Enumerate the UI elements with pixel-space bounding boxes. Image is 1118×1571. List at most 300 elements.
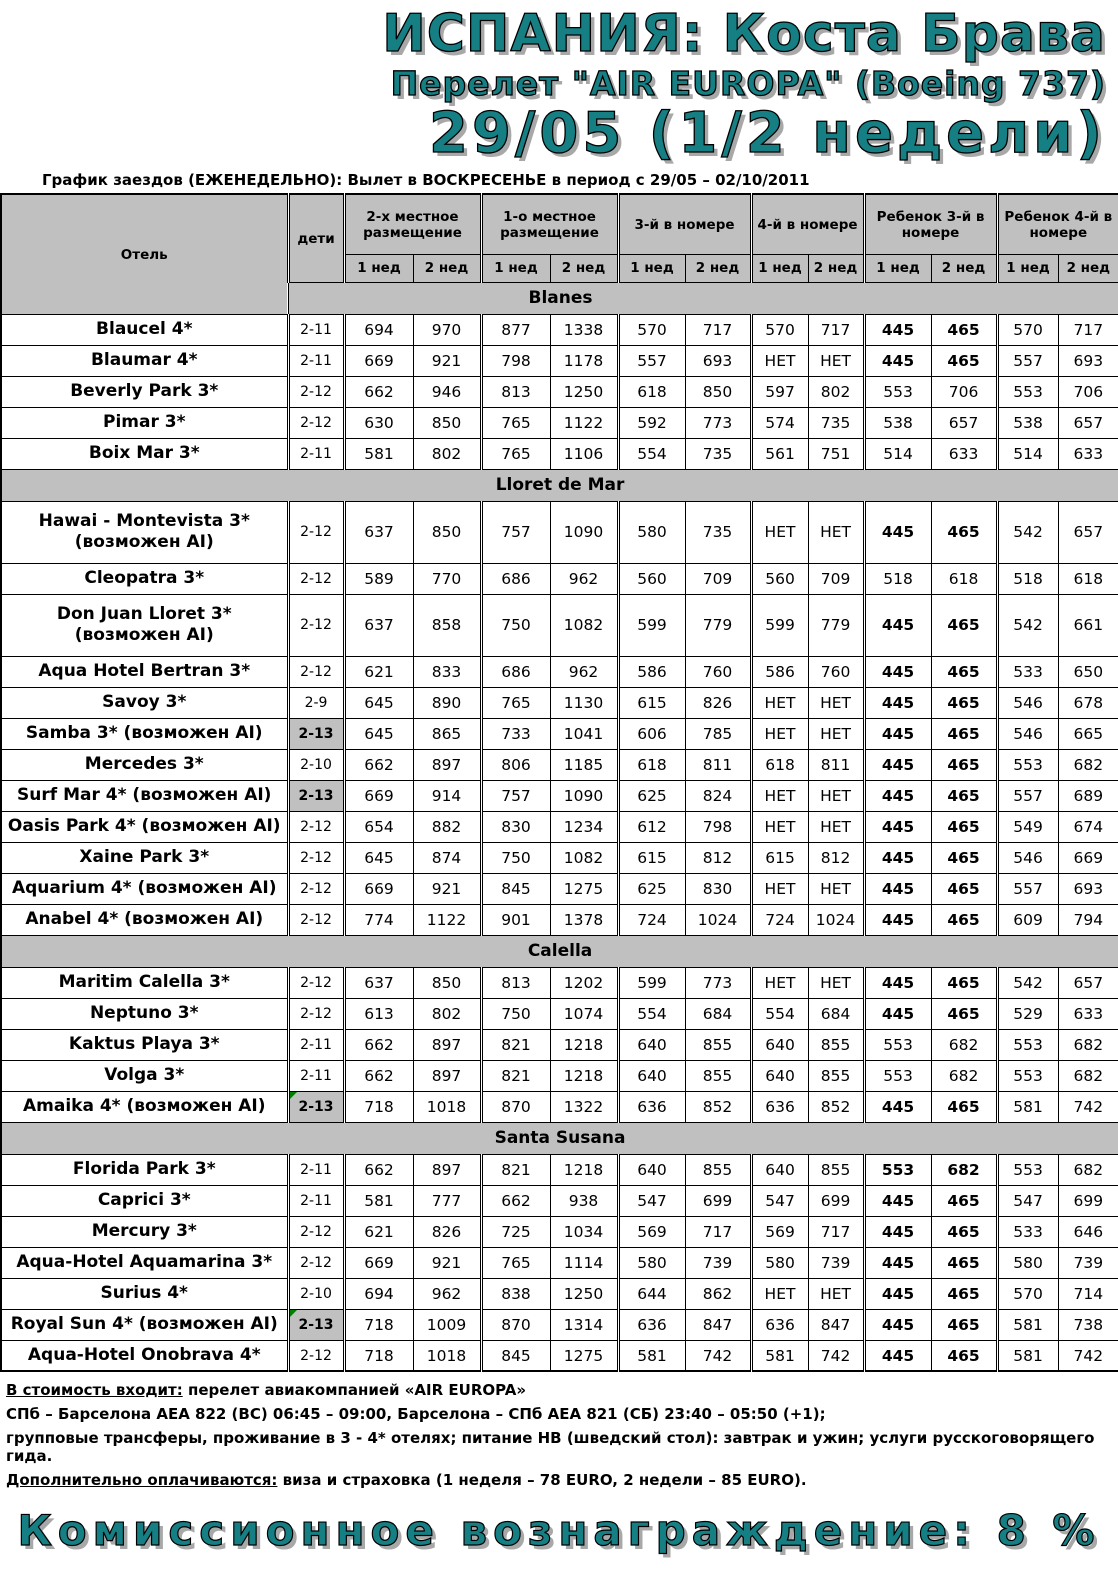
hotel-name: Pimar 3*: [1, 407, 288, 438]
price-cell: НЕТ: [751, 873, 808, 904]
price-cell: 862: [685, 1278, 751, 1309]
price-cell: 847: [685, 1309, 751, 1340]
price-cell: 465: [931, 656, 997, 687]
price-cell: 1034: [550, 1216, 618, 1247]
hotel-row: [1, 656, 1118, 687]
price-cell: 561: [751, 438, 808, 469]
price-cell: 609: [997, 904, 1058, 935]
hotel-row: [1, 594, 1118, 656]
price-cell: 445: [864, 1185, 931, 1216]
price-cell: 618: [618, 376, 685, 407]
price-cell: 742: [1058, 1091, 1118, 1122]
price-cell: 682: [931, 1060, 997, 1091]
price-cell: 850: [685, 376, 751, 407]
price-cell: 654: [344, 811, 413, 842]
price-cell: 625: [618, 873, 685, 904]
price-cell: 445: [864, 998, 931, 1029]
price-cell: 586: [618, 656, 685, 687]
price-cell: 445: [864, 780, 931, 811]
price-cell: НЕТ: [808, 873, 864, 904]
price-cell: 1234: [550, 811, 618, 842]
services-line: групповые трансферы, проживание в 3 - 4* отелях; питание HB (шведский стол): завтрак и ужин; услуги русскоговорящего гида.: [6, 1429, 1095, 1466]
price-cell: 1218: [550, 1154, 618, 1185]
price-cell: 794: [1058, 904, 1118, 935]
children-age-range: 2-12: [288, 594, 344, 656]
price-cell: 1378: [550, 904, 618, 935]
price-cell: 580: [618, 1247, 685, 1278]
price-cell: НЕТ: [808, 967, 864, 998]
price-cell: 621: [344, 1216, 413, 1247]
price-cell: 445: [864, 873, 931, 904]
price-cell: 735: [808, 407, 864, 438]
col-group-fourth: 4-й в номере: [751, 194, 864, 254]
price-cell: 750: [481, 594, 550, 656]
price-cell: 962: [550, 563, 618, 594]
hotel-name: Savoy 3*: [1, 687, 288, 718]
price-cell: НЕТ: [808, 345, 864, 376]
price-cell: 970: [413, 314, 481, 345]
price-cell: 599: [618, 594, 685, 656]
children-age-range: 2-11: [288, 1185, 344, 1216]
price-cell: 1106: [550, 438, 618, 469]
price-cell: 765: [481, 687, 550, 718]
price-cell: НЕТ: [751, 1278, 808, 1309]
price-cell: 717: [1058, 314, 1118, 345]
price-cell: 662: [344, 1029, 413, 1060]
section-band-label: Santa Susana: [1, 1122, 1118, 1154]
children-age-range: 2-12: [288, 656, 344, 687]
price-cell: 706: [1058, 376, 1118, 407]
price-cell: 553: [864, 1029, 931, 1060]
price-cell: 1122: [550, 407, 618, 438]
children-age-range: 2-10: [288, 1278, 344, 1309]
section-band-row: [1, 935, 1118, 967]
price-cell: 606: [618, 718, 685, 749]
price-cell: 465: [931, 1278, 997, 1309]
price-cell: 553: [864, 1060, 931, 1091]
price-cell: 682: [1058, 749, 1118, 780]
price-cell: 669: [344, 345, 413, 376]
price-cell: 445: [864, 811, 931, 842]
hotel-name: Beverly Park 3*: [1, 376, 288, 407]
price-cell: 445: [864, 594, 931, 656]
hotel-row: [1, 1340, 1118, 1371]
price-cell: НЕТ: [808, 780, 864, 811]
hotel-row: [1, 687, 1118, 718]
price-cell: 813: [481, 967, 550, 998]
price-cell: 633: [1058, 998, 1118, 1029]
price-cell: 542: [997, 967, 1058, 998]
price-cell: 514: [997, 438, 1058, 469]
hotel-name: Florida Park 3*: [1, 1154, 288, 1185]
price-cell: 852: [685, 1091, 751, 1122]
price-cell: НЕТ: [808, 718, 864, 749]
price-cell: 599: [751, 594, 808, 656]
price-cell: 1024: [808, 904, 864, 935]
price-cell: 897: [413, 749, 481, 780]
price-cell: 465: [931, 780, 997, 811]
children-age-range: 2-12: [288, 873, 344, 904]
price-cell: НЕТ: [751, 780, 808, 811]
included-text: перелет авиакомпанией «AIR EUROPA»: [187, 1381, 527, 1400]
col-group-single: 1-о местное размещение: [481, 194, 618, 254]
price-cell: 870: [481, 1091, 550, 1122]
price-cell: 1018: [413, 1091, 481, 1122]
price-cell: 921: [413, 873, 481, 904]
price-cell: 589: [344, 563, 413, 594]
hotel-row: [1, 1216, 1118, 1247]
price-cell: 777: [413, 1185, 481, 1216]
price-cell: 640: [751, 1029, 808, 1060]
week-header: 2 нед: [808, 254, 864, 282]
price-cell: 618: [931, 563, 997, 594]
price-cell: 445: [864, 1091, 931, 1122]
price-cell: 946: [413, 376, 481, 407]
col-group-double: 2-х местное размещение: [344, 194, 481, 254]
price-cell: 694: [344, 1278, 413, 1309]
price-cell: 560: [751, 563, 808, 594]
price-cell: 739: [808, 1247, 864, 1278]
hotel-name: Mercedes 3*: [1, 749, 288, 780]
price-cell: 684: [685, 998, 751, 1029]
price-cell: 855: [685, 1029, 751, 1060]
children-age-range: 2-12: [288, 376, 344, 407]
price-cell: 938: [550, 1185, 618, 1216]
price-cell: 612: [618, 811, 685, 842]
price-cell: 546: [997, 718, 1058, 749]
price-cell: 465: [931, 345, 997, 376]
hotel-name: Aqua Hotel Bertran 3*: [1, 656, 288, 687]
price-cell: 1314: [550, 1309, 618, 1340]
price-cell: 693: [1058, 873, 1118, 904]
children-age-range: 2-12: [288, 1340, 344, 1371]
price-cell: 445: [864, 345, 931, 376]
price-cell: 682: [1058, 1060, 1118, 1091]
price-cell: 742: [685, 1340, 751, 1371]
price-cell: 542: [997, 594, 1058, 656]
price-cell: 813: [481, 376, 550, 407]
section-band-label: Lloret de Mar: [1, 469, 1118, 501]
price-cell: 717: [808, 314, 864, 345]
price-cell: 739: [685, 1247, 751, 1278]
price-cell: 1338: [550, 314, 618, 345]
price-cell: 1114: [550, 1247, 618, 1278]
price-cell: 633: [1058, 438, 1118, 469]
children-age-range: 2-11: [288, 1154, 344, 1185]
price-cell: 738: [1058, 1309, 1118, 1340]
price-cell: 465: [931, 811, 997, 842]
price-cell: 581: [618, 1340, 685, 1371]
week-header: 2 нед: [413, 254, 481, 282]
price-cell: 850: [413, 407, 481, 438]
hotel-row: [1, 345, 1118, 376]
price-cell: 636: [751, 1091, 808, 1122]
hotel-name: Aqua-Hotel Aquamarina 3*: [1, 1247, 288, 1278]
price-cell: 445: [864, 687, 931, 718]
children-age-range: 2-12: [288, 1216, 344, 1247]
price-cell: 645: [344, 718, 413, 749]
price-cell: 465: [931, 967, 997, 998]
price-cell: 699: [1058, 1185, 1118, 1216]
extra-label: Дополнительно оплачиваются:: [6, 1471, 278, 1490]
price-cell: 636: [618, 1309, 685, 1340]
price-cell: 538: [864, 407, 931, 438]
col-group-child3: Ребенок 3-й в номере: [864, 194, 997, 254]
price-cell: 830: [481, 811, 550, 842]
price-cell: 821: [481, 1154, 550, 1185]
price-cell: 850: [413, 501, 481, 563]
hotel-name: Anabel 4* (возможен AI): [1, 904, 288, 935]
price-cell: 554: [618, 998, 685, 1029]
children-age-range: 2-13: [288, 1309, 344, 1340]
price-cell: 465: [931, 998, 997, 1029]
hotel-row: [1, 1309, 1118, 1340]
children-age-range: 2-11: [288, 314, 344, 345]
price-cell: 542: [997, 501, 1058, 563]
price-cell: 465: [931, 718, 997, 749]
price-cell: 739: [1058, 1247, 1118, 1278]
page-title: ИСПАНИЯ: Коста Брава: [382, 4, 1106, 64]
price-cell: 615: [751, 842, 808, 873]
col-header-hotel: Отель: [1, 194, 288, 314]
price-cell: 826: [685, 687, 751, 718]
extra-line: [6, 1468, 1118, 1492]
price-cell: 1009: [413, 1309, 481, 1340]
col-group-child4: Ребенок 4-й в номере: [997, 194, 1118, 254]
price-cell: 798: [481, 345, 550, 376]
price-cell: 678: [1058, 687, 1118, 718]
price-cell: 465: [931, 687, 997, 718]
price-cell: 901: [481, 904, 550, 935]
price-table: [0, 193, 1118, 1372]
hotel-name: Aquarium 4* (возможен AI): [1, 873, 288, 904]
price-cell: 779: [808, 594, 864, 656]
hotel-row: [1, 407, 1118, 438]
children-age-range: 2-12: [288, 1247, 344, 1278]
footnotes: [0, 1372, 1118, 1492]
price-cell: 682: [1058, 1029, 1118, 1060]
price-cell: 644: [618, 1278, 685, 1309]
week-header: 1 нед: [751, 254, 808, 282]
price-cell: 718: [344, 1340, 413, 1371]
hotel-name: Don Juan Lloret 3* (возможен AI): [1, 594, 288, 656]
hotel-name: Samba 3* (возможен AI): [1, 718, 288, 749]
price-cell: 757: [481, 780, 550, 811]
hotel-name: Surius 4*: [1, 1278, 288, 1309]
price-cell: 757: [481, 501, 550, 563]
price-cell: 553: [997, 1029, 1058, 1060]
hotel-row: [1, 811, 1118, 842]
hotel-row: [1, 1091, 1118, 1122]
hotel-row: [1, 749, 1118, 780]
price-cell: 1090: [550, 501, 618, 563]
price-cell: 637: [344, 501, 413, 563]
price-cell: 1322: [550, 1091, 618, 1122]
price-cell: 765: [481, 438, 550, 469]
col-group-third: 3-й в номере: [618, 194, 751, 254]
price-cell: 599: [618, 967, 685, 998]
price-cell: 855: [685, 1154, 751, 1185]
children-age-range: 2-13: [288, 1091, 344, 1122]
price-cell: 657: [1058, 967, 1118, 998]
price-cell: 662: [344, 1060, 413, 1091]
price-cell: 699: [808, 1185, 864, 1216]
price-cell: 833: [413, 656, 481, 687]
week-header: 1 нед: [618, 254, 685, 282]
price-cell: 1018: [413, 1340, 481, 1371]
hotel-name: Oasis Park 4* (возможен AI): [1, 811, 288, 842]
price-cell: 645: [344, 842, 413, 873]
price-cell: 682: [931, 1154, 997, 1185]
price-cell: 718: [344, 1309, 413, 1340]
price-cell: 625: [618, 780, 685, 811]
price-cell: 1074: [550, 998, 618, 1029]
price-cell: 657: [1058, 407, 1118, 438]
price-cell: 850: [413, 967, 481, 998]
price-cell: 821: [481, 1029, 550, 1060]
price-cell: НЕТ: [808, 811, 864, 842]
price-cell: 662: [344, 376, 413, 407]
price-cell: 855: [685, 1060, 751, 1091]
price-cell: 1250: [550, 376, 618, 407]
children-age-range: 2-12: [288, 407, 344, 438]
hotel-name: Blaumar 4*: [1, 345, 288, 376]
price-cell: 445: [864, 1340, 931, 1371]
price-table-body: [1, 194, 1118, 1371]
price-cell: 465: [931, 1340, 997, 1371]
price-cell: 553: [997, 749, 1058, 780]
children-age-range: 2-12: [288, 904, 344, 935]
price-cell: 890: [413, 687, 481, 718]
price-cell: 445: [864, 718, 931, 749]
hotel-row: [1, 376, 1118, 407]
extra-text: виза и страховка (1 неделя – 78 EURO, 2 недели – 85 EURO).: [282, 1471, 807, 1490]
price-cell: 686: [481, 656, 550, 687]
price-cell: 750: [481, 998, 550, 1029]
price-cell: 742: [1058, 1340, 1118, 1371]
price-cell: 1218: [550, 1029, 618, 1060]
price-cell: 717: [685, 314, 751, 345]
price-cell: 1122: [413, 904, 481, 935]
children-age-range: 2-10: [288, 749, 344, 780]
price-cell: 597: [751, 376, 808, 407]
price-cell: НЕТ: [751, 501, 808, 563]
price-cell: 465: [931, 1247, 997, 1278]
week-header: 2 нед: [685, 254, 751, 282]
price-cell: 773: [685, 967, 751, 998]
price-cell: 765: [481, 1247, 550, 1278]
price-cell: 669: [344, 1247, 413, 1278]
price-cell: 569: [751, 1216, 808, 1247]
price-cell: 662: [344, 749, 413, 780]
hotel-row: [1, 314, 1118, 345]
price-cell: 465: [931, 873, 997, 904]
price-cell: 760: [808, 656, 864, 687]
price-cell: 921: [413, 345, 481, 376]
price-cell: 802: [413, 998, 481, 1029]
price-cell: 445: [864, 1278, 931, 1309]
price-cell: 674: [1058, 811, 1118, 842]
price-cell: 592: [618, 407, 685, 438]
price-cell: 806: [481, 749, 550, 780]
price-cell: 709: [685, 563, 751, 594]
price-cell: 742: [808, 1340, 864, 1371]
price-cell: 826: [413, 1216, 481, 1247]
flights-line: СПб – Барселона AEA 822 (ВС) 06:45 – 09:00, Барселона – СПб AEA 821 (СБ) 23:40 – 05:50 (+1);: [6, 1405, 826, 1424]
included-label: В стоимость входит:: [6, 1381, 183, 1400]
price-cell: НЕТ: [751, 718, 808, 749]
date-line: 29/05 (1/2 недели): [428, 100, 1106, 166]
price-cell: 921: [413, 1247, 481, 1278]
price-cell: НЕТ: [808, 1278, 864, 1309]
price-cell: 821: [481, 1060, 550, 1091]
price-cell: 657: [931, 407, 997, 438]
commission-line: Комиссионное вознаграждение: 8 %: [17, 1506, 1101, 1556]
price-cell: НЕТ: [751, 811, 808, 842]
price-cell: 774: [344, 904, 413, 935]
price-cell: 855: [808, 1060, 864, 1091]
hotel-name: Neptuno 3*: [1, 998, 288, 1029]
price-cell: 465: [931, 314, 997, 345]
price-cell: 830: [685, 873, 751, 904]
price-cell: 1275: [550, 1340, 618, 1371]
week-header: 1 нед: [864, 254, 931, 282]
price-cell: 686: [481, 563, 550, 594]
price-cell: 630: [344, 407, 413, 438]
price-cell: 581: [997, 1309, 1058, 1340]
price-cell: 465: [931, 1309, 997, 1340]
section-band-label: Calella: [1, 935, 1118, 967]
price-cell: 445: [864, 1247, 931, 1278]
price-cell: 855: [808, 1154, 864, 1185]
children-age-range: 2-12: [288, 998, 344, 1029]
hotel-row: [1, 873, 1118, 904]
price-cell: 1090: [550, 780, 618, 811]
price-cell: НЕТ: [751, 345, 808, 376]
price-cell: 650: [1058, 656, 1118, 687]
price-cell: 465: [931, 594, 997, 656]
price-cell: 445: [864, 967, 931, 998]
price-cell: 665: [1058, 718, 1118, 749]
price-cell: 581: [344, 438, 413, 469]
price-cell: 553: [864, 376, 931, 407]
price-cell: 811: [685, 749, 751, 780]
price-cell: 553: [864, 1154, 931, 1185]
price-cell: 865: [413, 718, 481, 749]
header-group-row: [1, 194, 1118, 254]
price-cell: 640: [618, 1029, 685, 1060]
price-cell: 581: [344, 1185, 413, 1216]
hotel-row: [1, 1247, 1118, 1278]
price-cell: 618: [751, 749, 808, 780]
price-cell: 1218: [550, 1060, 618, 1091]
price-cell: 852: [808, 1091, 864, 1122]
price-cell: 547: [618, 1185, 685, 1216]
price-cell: 560: [618, 563, 685, 594]
price-cell: 570: [751, 314, 808, 345]
price-cell: 581: [997, 1091, 1058, 1122]
price-cell: 779: [685, 594, 751, 656]
children-age-range: 2-12: [288, 501, 344, 563]
price-cell: 554: [751, 998, 808, 1029]
price-cell: 445: [864, 842, 931, 873]
price-cell: 699: [685, 1185, 751, 1216]
price-cell: 465: [931, 749, 997, 780]
hotel-name: Mercury 3*: [1, 1216, 288, 1247]
price-cell: 689: [1058, 780, 1118, 811]
price-cell: 798: [685, 811, 751, 842]
price-cell: 682: [1058, 1154, 1118, 1185]
